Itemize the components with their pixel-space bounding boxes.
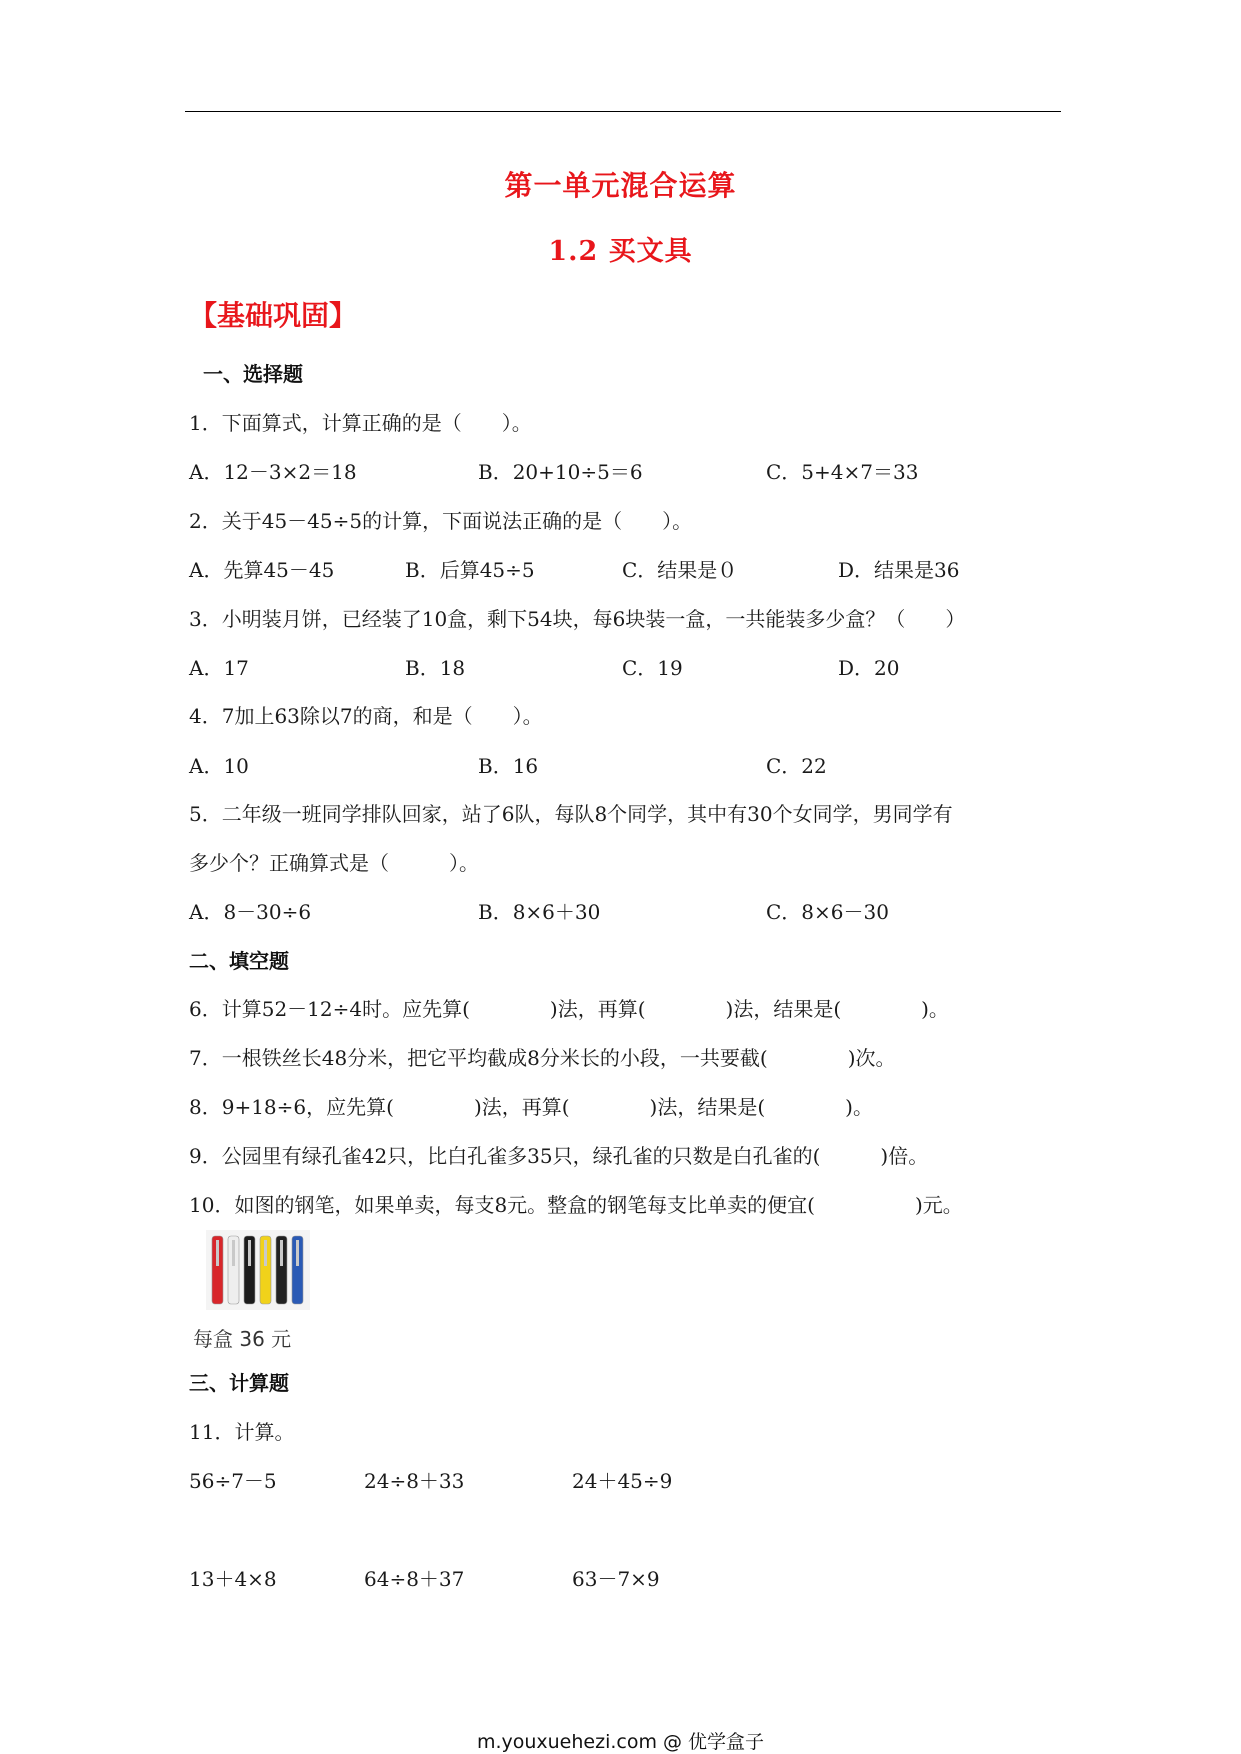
q1-stem: 1．下面算式，计算正确的是（ ）。: [189, 411, 532, 435]
calc-expression: 13＋4×8: [189, 1567, 277, 1591]
pen-clip: [264, 1240, 267, 1266]
q11-stem: 11．计算。: [189, 1420, 295, 1444]
part1-heading: 一、选择题: [203, 362, 303, 386]
pen-clip: [296, 1240, 299, 1266]
lesson-title: 1.2 买文具: [548, 236, 693, 267]
q10-text: 10．如图的钢笔，如果单卖，每支8元。整盒的钢笔每支比单卖的便宜( )元。: [189, 1193, 963, 1217]
q1-option-b: B．20+10÷5＝6: [478, 460, 643, 484]
q3-stem: 3．小明装月饼，已经装了10盒，剩下54块，每6块装一盒，一共能装多少盒？（ ）: [189, 607, 966, 631]
footer-source: m.youxuehezi.com @ 优学盒子: [476, 1731, 765, 1753]
q4-option-c: C．22: [766, 754, 827, 778]
calc-expression: 24÷8＋33: [364, 1469, 465, 1493]
q2-option-b: B．后算45÷5: [405, 558, 535, 582]
calc-expression: 63－7×9: [572, 1567, 660, 1591]
pen-clip: [216, 1240, 219, 1266]
pen-clip: [248, 1240, 251, 1266]
q3-option-c: C．19: [622, 656, 683, 680]
q2-option-c: C．结果是０: [622, 558, 738, 582]
q1-option-c: C．5+4×7＝33: [766, 460, 919, 484]
calc-expression: 64÷8＋37: [364, 1567, 465, 1591]
calc-expression: 56÷7－5: [189, 1469, 277, 1493]
q5-stem-line1: 5．二年级一班同学排队回家，站了6队，每队8个同学，其中有30个女同学，男同学有: [189, 802, 953, 826]
q8-text: 8．9+18÷6，应先算( )法，再算( )法，结果是( )。: [189, 1095, 873, 1119]
q5-stem-line2: 多少个？正确算式是（ ）。: [189, 851, 479, 875]
pen-clip: [280, 1240, 283, 1266]
q2-option-a: A．先算45－45: [189, 558, 335, 582]
pen-box-caption: 每盒 36 元: [193, 1327, 292, 1351]
q6-text: 6．计算52－12÷4时。应先算( )法，再算( )法，结果是( )。: [189, 997, 949, 1021]
q9-text: 9．公园里有绿孔雀42只，比白孔雀多35只，绿孔雀的只数是白孔雀的( )倍。: [189, 1144, 929, 1168]
q3-option-a: A．17: [189, 656, 249, 680]
part3-heading: 三、计算题: [189, 1371, 289, 1395]
q2-option-d: D．结果是36: [838, 558, 960, 582]
q1-option-a: A．12－3×2＝18: [189, 460, 357, 484]
q5-option-b: B．8×6＋30: [478, 900, 601, 924]
q4-option-b: B．16: [478, 754, 539, 778]
q2-stem: 2．关于45－45÷5的计算，下面说法正确的是（ ）。: [189, 509, 693, 533]
q7-text: 7．一根铁丝长48分米，把它平均截成8分米长的小段，一共要截( )次。: [189, 1046, 896, 1070]
pen-clip: [232, 1240, 235, 1266]
header-rule: [185, 111, 1061, 112]
q3-option-b: B．18: [405, 656, 466, 680]
q5-option-c: C．8×6－30: [766, 900, 889, 924]
q4-stem: 4．7加上63除以7的商，和是（ ）。: [189, 704, 543, 728]
unit-title: 第一单元混合运算: [504, 169, 737, 202]
q5-option-a: A．8－30÷6: [189, 900, 312, 924]
q3-option-d: D．20: [838, 656, 900, 680]
q4-option-a: A．10: [189, 754, 249, 778]
pen-box-image: [206, 1230, 310, 1310]
section-label: 【基础巩固】: [189, 299, 358, 332]
part2-heading: 二、填空题: [189, 949, 289, 973]
calc-expression: 24＋45÷9: [572, 1469, 673, 1493]
